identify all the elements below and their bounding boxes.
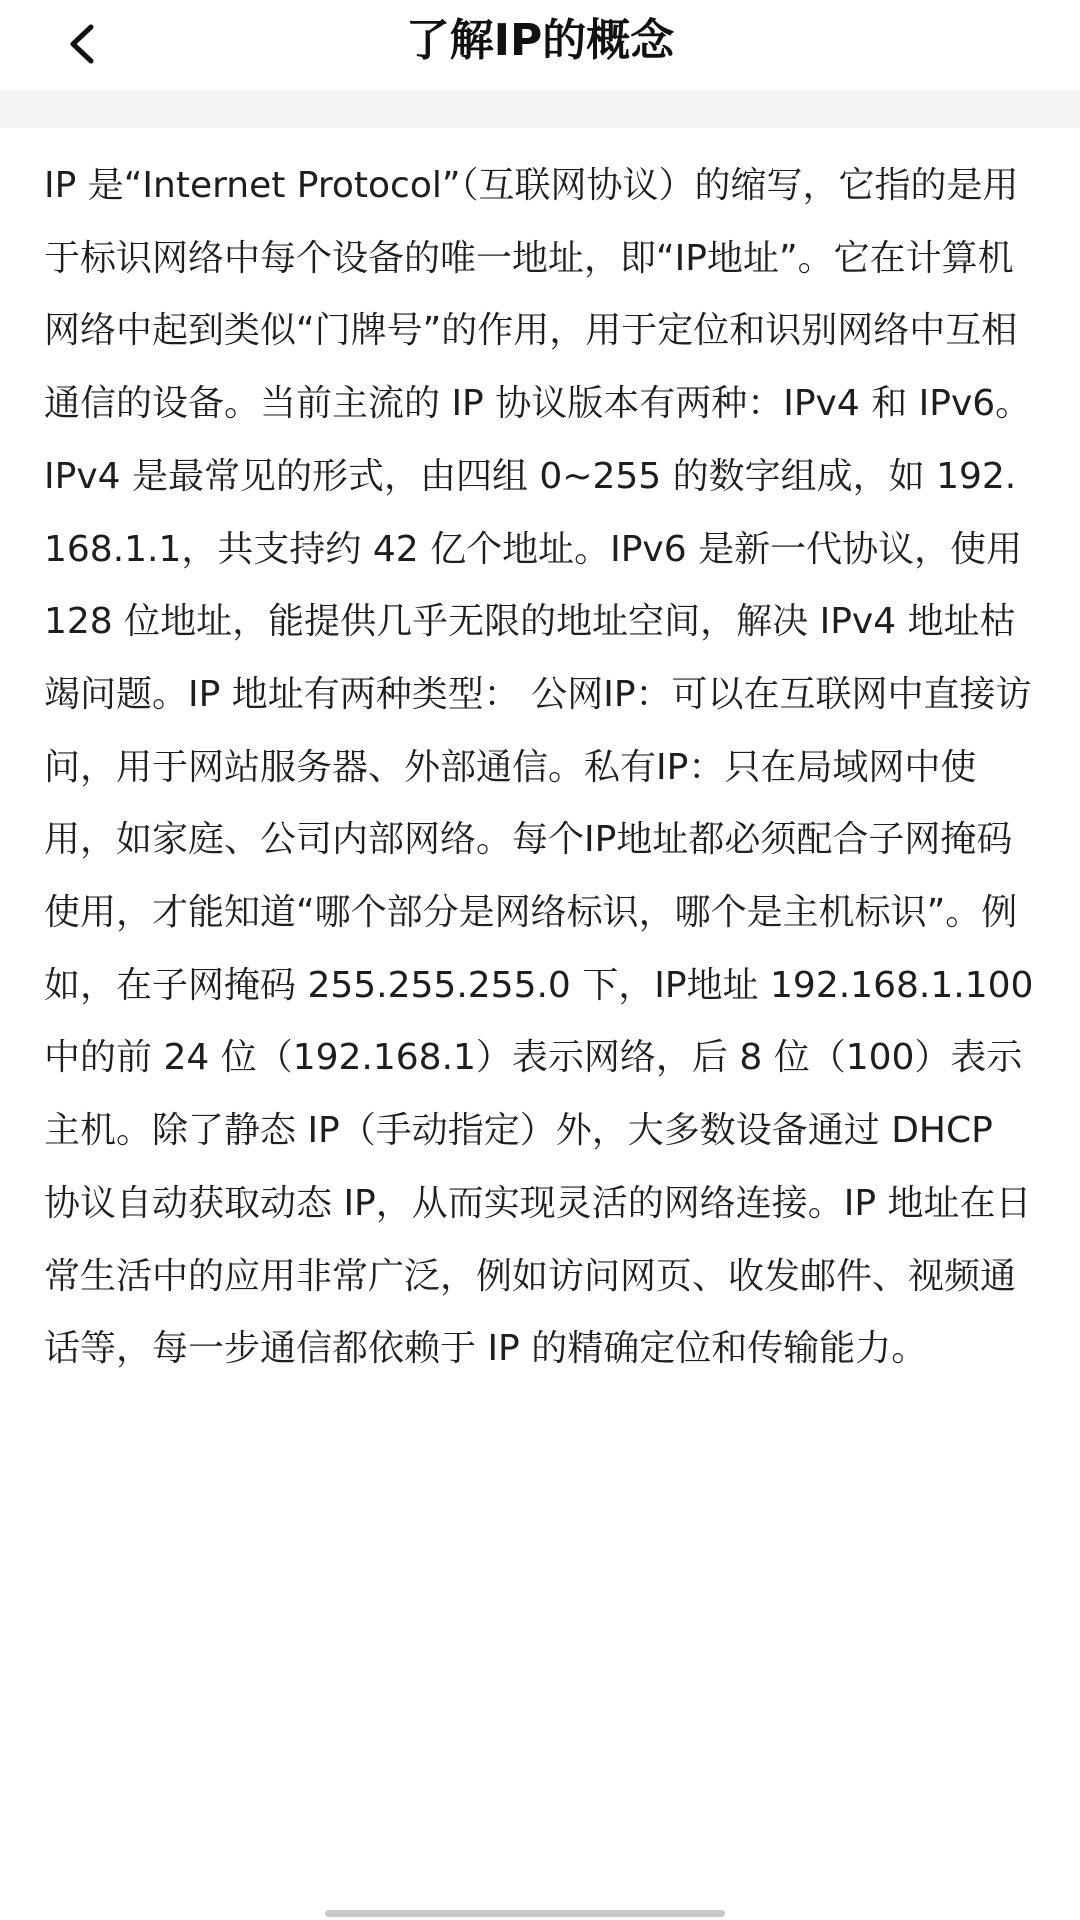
article-body: IP 是“Internet Protocol”（互联网协议）的缩写，它指的是用于标识网络中每个设备的唯一地址，即“IP地址”。它在计算机网络中起到类似“门牌号”的作用，用于定位和识别网络中互相通信的设备。当前主流的 IP 协议版本有两种：IPv4 和 IPv6。IPv4 是最常见的形式，由四组 0~255 的数字组成，如 192.168.1.1，共支持约 42 亿个地址。IPv6 是新一代协议，使用 128 位地址，能提供几乎无限的地址空间，解决 IPv4 地址枯竭问题。IP 地址有两种类型： 公网IP：可以在互联网中直接访问，用于网站服务器、外部通信。私有IP：只在局域网中使用，如家庭、公司内部网络。每个IP地址都必须配合子网掩码使用，才能知道“哪个部分是网络标识，哪个是主机标识”。例如，在子网掩码 255.255.255.0 下，IP地址 192.168.1.100 中的前 24 位（192.168.1）表示网络，后 8 位（100）表示主机。除了静态 IP（手动指定）外，大多数设备通过 DHCP 协议自动获取动态 IP，从而实现灵活的网络连接。IP 地址在日常生活中的应用非常广泛，例如访问网页、收发邮件、视频通话等，每一步通信都依赖于 IP 的精确定位和传输能力。 [44, 165, 1034, 1370]
app-bar [0, 0, 1080, 90]
page-title: 了解IP的概念 [405, 15, 675, 66]
header-divider [0, 90, 1080, 128]
home-indicator[interactable] [325, 1910, 725, 1917]
